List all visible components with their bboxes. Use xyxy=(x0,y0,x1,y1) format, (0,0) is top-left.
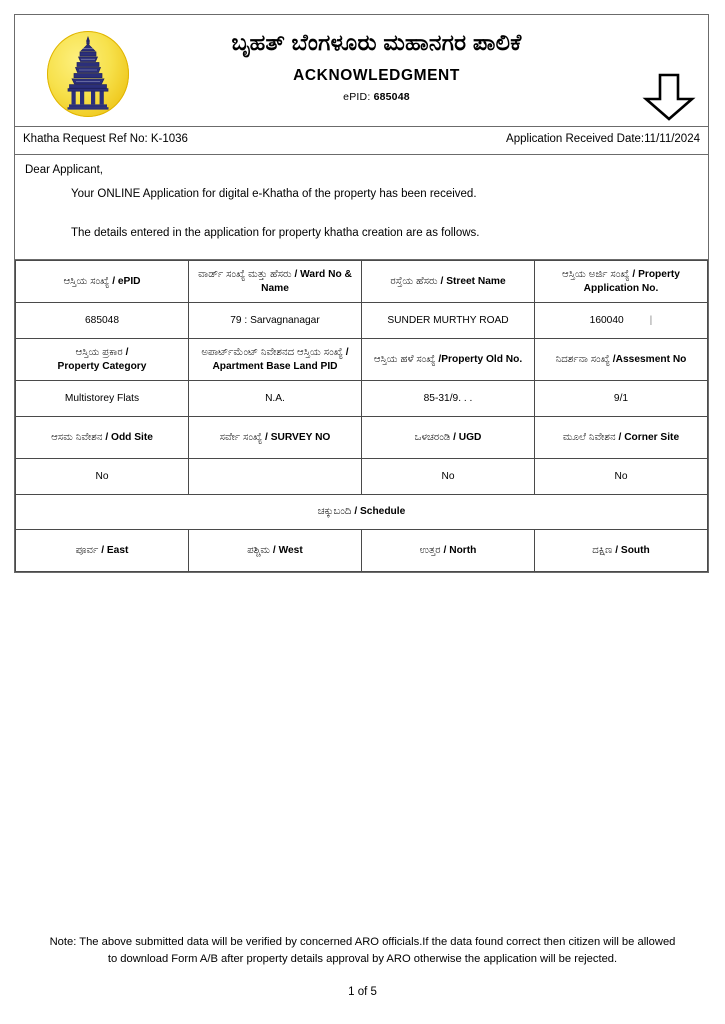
header-cell-ward-sep: / xyxy=(294,268,301,280)
document-header xyxy=(15,15,708,127)
header-epid xyxy=(135,91,618,103)
value-cell-odd-site: No xyxy=(16,459,189,495)
header-cell-west-sep: / xyxy=(272,544,279,556)
temple-emblem-icon xyxy=(58,36,118,110)
header-cell-north xyxy=(362,530,535,572)
header-cell-application-no-kn: ಆಸ್ತಿಯ ಅರ್ಜಿ ಸಂಖ್ಯೆ xyxy=(562,268,630,280)
header-cell-ugd-sep: / xyxy=(453,431,459,443)
header-cell-assesment-no-sep: / xyxy=(612,353,616,365)
property-details-table xyxy=(15,260,708,572)
table-row-headers-2 xyxy=(16,339,708,381)
header-cell-survey-no-sep: / xyxy=(265,431,271,443)
application-received-date xyxy=(506,133,700,145)
value-cell-epid: 685048 xyxy=(16,303,189,339)
header-cell-east-sep: / xyxy=(101,544,107,556)
schedule-section-title xyxy=(16,495,708,530)
header-epid-label: ePID: xyxy=(343,91,371,104)
header-cell-odd-site-sep: / xyxy=(105,431,112,443)
down-arrow-icon xyxy=(642,71,696,123)
header-cell-property-category-kn: ಆಸ್ತಿಯ ಪ್ರಕಾರ xyxy=(75,346,123,358)
header-cell-ward-kn: ವಾರ್ಡ್ ಸಂಖ್ಯೆ ಮತ್ತು ಹೆಸರು xyxy=(198,268,292,280)
header-cell-survey-no-kn: ಸರ್ವೇ ಸಂಖ್ಯೆ xyxy=(219,431,263,443)
header-cell-west-kn: ಪಶ್ಚಿಮ xyxy=(247,544,271,556)
khatha-request-ref-value: K-1036 xyxy=(150,133,188,145)
header-cell-east xyxy=(16,530,189,572)
header-cell-street-en: Street Name xyxy=(446,275,506,287)
header-title-block xyxy=(135,29,618,103)
header-cell-property-category-en: Property Category xyxy=(57,360,147,372)
header-epid-value: 685048 xyxy=(373,91,410,104)
header-cell-assesment-no-kn: ನಿದರ್ಶನಾ ಸಂಖ್ಯೆ xyxy=(555,353,610,365)
header-cell-property-category xyxy=(16,339,189,381)
header-cell-application-no xyxy=(535,261,708,303)
header-cell-apartment-base-land-pid xyxy=(189,339,362,381)
khatha-request-ref xyxy=(23,133,188,145)
page-title: ACKNOWLEDGMENT xyxy=(293,67,460,85)
table-row-headers-1 xyxy=(16,261,708,303)
header-cell-south xyxy=(535,530,708,572)
application-received-date-value: 11/11/2024 xyxy=(644,133,700,145)
value-cell-ward: 79 : Sarvagnanagar xyxy=(189,303,362,339)
header-cell-north-en: North xyxy=(449,544,477,556)
header-cell-property-old-no-en: Property Old No. xyxy=(441,353,523,365)
header-cell-property-old-no-kn: ಆಸ್ತಿಯ ಹಳೆ ಸಂಖ್ಯೆ xyxy=(373,353,436,365)
header-cell-assesment-no-en: Assesment No xyxy=(615,353,687,365)
footer-note-line-2: to download Form A/B after property details approval by ARO otherwise the application will be rejected. xyxy=(107,952,618,965)
table-row-schedule-headers xyxy=(16,530,708,572)
value-cell-assesment-no: 9/1 xyxy=(535,381,708,417)
table-row-schedule-bar xyxy=(16,495,708,530)
header-cell-odd-site-kn: ಆಸಮ ನಿವೇಶನ xyxy=(51,431,103,443)
header-cell-ward-en: Ward No & Name xyxy=(261,268,352,294)
value-cell-street: SUNDER MURTHY ROAD xyxy=(362,303,535,339)
header-cell-east-kn: ಪೂರ್ವ xyxy=(75,544,99,556)
acknowledgment-document xyxy=(14,14,709,573)
reference-row xyxy=(15,127,708,155)
schedule-section-title-sep: / xyxy=(354,506,360,518)
header-cell-apartment-base-land-pid-en: Apartment Base Land PID xyxy=(212,360,338,372)
khatha-request-ref-label: Khatha Request Ref No: xyxy=(23,133,148,145)
header-cell-west xyxy=(189,530,362,572)
application-received-date-label: Application Received Date: xyxy=(506,133,645,145)
header-cell-west-en: West xyxy=(278,544,303,556)
value-cell-survey-no xyxy=(189,459,362,495)
header-cell-property-old-no-sep: / xyxy=(438,353,442,365)
header-cell-epid-en: ePID xyxy=(117,275,141,287)
footer-note xyxy=(10,934,715,968)
organization-name-kannada: ಬೃಹತ್ ಬೆಂಗಳೂರು ಮಹಾನಗರ ಪಾಲಿಕೆ xyxy=(231,30,522,55)
header-cell-corner-site-kn: ಮೂಲೆ ನಿವೇಶನ xyxy=(562,431,616,443)
header-cell-ugd xyxy=(362,417,535,459)
header-cell-ugd-en: UGD xyxy=(458,431,482,443)
value-cell-apartment-base-land-pid: N.A. xyxy=(189,381,362,417)
value-cell-property-old-no: 85-31/9. . . xyxy=(362,381,535,417)
value-cell-property-category: Multistorey Flats xyxy=(16,381,189,417)
header-cell-application-no-sep: / xyxy=(632,268,639,280)
schedule-section-title-en: Schedule xyxy=(359,506,406,518)
footer-note-line-1: Note: The above submitted data will be verified by concerned ARO officials.If the data found correct then citizen will be allowed xyxy=(49,936,676,948)
value-cell-application-no-text: 160040 xyxy=(589,314,624,326)
header-cell-ugd-kn: ಒಳಚರಂಡಿ xyxy=(414,431,451,443)
salutation: Dear Applicant, xyxy=(25,164,103,176)
page-number: 1 of 5 xyxy=(348,986,377,998)
table-row-headers-3 xyxy=(16,417,708,459)
value-cell-corner-site: No xyxy=(535,459,708,495)
header-cell-street-sep: / xyxy=(440,275,447,287)
header-cell-property-category-sep: / xyxy=(125,346,129,358)
header-cell-corner-site-en: Corner Site xyxy=(624,431,680,443)
table-row-values-2 xyxy=(16,381,708,417)
letter-body xyxy=(15,155,708,260)
header-cell-odd-site-en: Odd Site xyxy=(111,431,153,443)
header-cell-survey-no xyxy=(189,417,362,459)
table-row-values-3 xyxy=(16,459,708,495)
value-cell-ugd: No xyxy=(362,459,535,495)
header-cell-north-kn: ಉತ್ತರ xyxy=(419,544,441,556)
header-cell-odd-site xyxy=(16,417,189,459)
header-cell-application-no-en: Property Application No. xyxy=(583,268,680,294)
letter-paragraph-2: The details entered in the application for property khatha creation are as follows. xyxy=(71,227,480,239)
header-cell-epid-kn: ಆಸ್ತಿಯ ಸಂಖ್ಯೆ xyxy=(63,275,110,287)
header-cell-ward xyxy=(189,261,362,303)
header-cell-assesment-no xyxy=(535,339,708,381)
header-cell-north-sep: / xyxy=(443,544,450,556)
header-cell-south-kn: ದಕ್ಷಿಣ xyxy=(592,544,613,556)
header-cell-east-en: East xyxy=(106,544,129,556)
table-row-values-1 xyxy=(16,303,708,339)
header-cell-corner-site xyxy=(535,417,708,459)
header-cell-survey-no-en: SURVEY NO xyxy=(270,431,331,443)
header-cell-epid-sep: / xyxy=(112,275,118,287)
header-cell-apartment-base-land-pid-kn: ಅಪಾರ್ಟ್‌ಮೆಂಟ್ ನಿವೇಶನದ ಆಸ್ತಿಯ ಸಂಖ್ಯೆ xyxy=(201,346,343,358)
schedule-section-title-kn: ಚಕ್ಕುಬಂದಿ xyxy=(317,506,352,518)
value-truncation-marker: | xyxy=(649,314,653,326)
header-cell-street xyxy=(362,261,535,303)
header-cell-south-en: South xyxy=(620,544,650,556)
value-cell-application-no xyxy=(535,303,708,339)
bbmp-logo xyxy=(41,27,133,119)
header-cell-apartment-base-land-pid-sep: / xyxy=(345,346,349,358)
header-cell-property-old-no xyxy=(362,339,535,381)
header-cell-south-sep: / xyxy=(615,544,621,556)
header-cell-epid xyxy=(16,261,189,303)
letter-paragraph-1: Your ONLINE Application for digital e-Khatha of the property has been received. xyxy=(71,188,477,200)
header-cell-corner-site-sep: / xyxy=(618,431,625,443)
header-cell-street-kn: ರಸ್ತೆಯ ಹೆಸರು xyxy=(390,275,438,287)
